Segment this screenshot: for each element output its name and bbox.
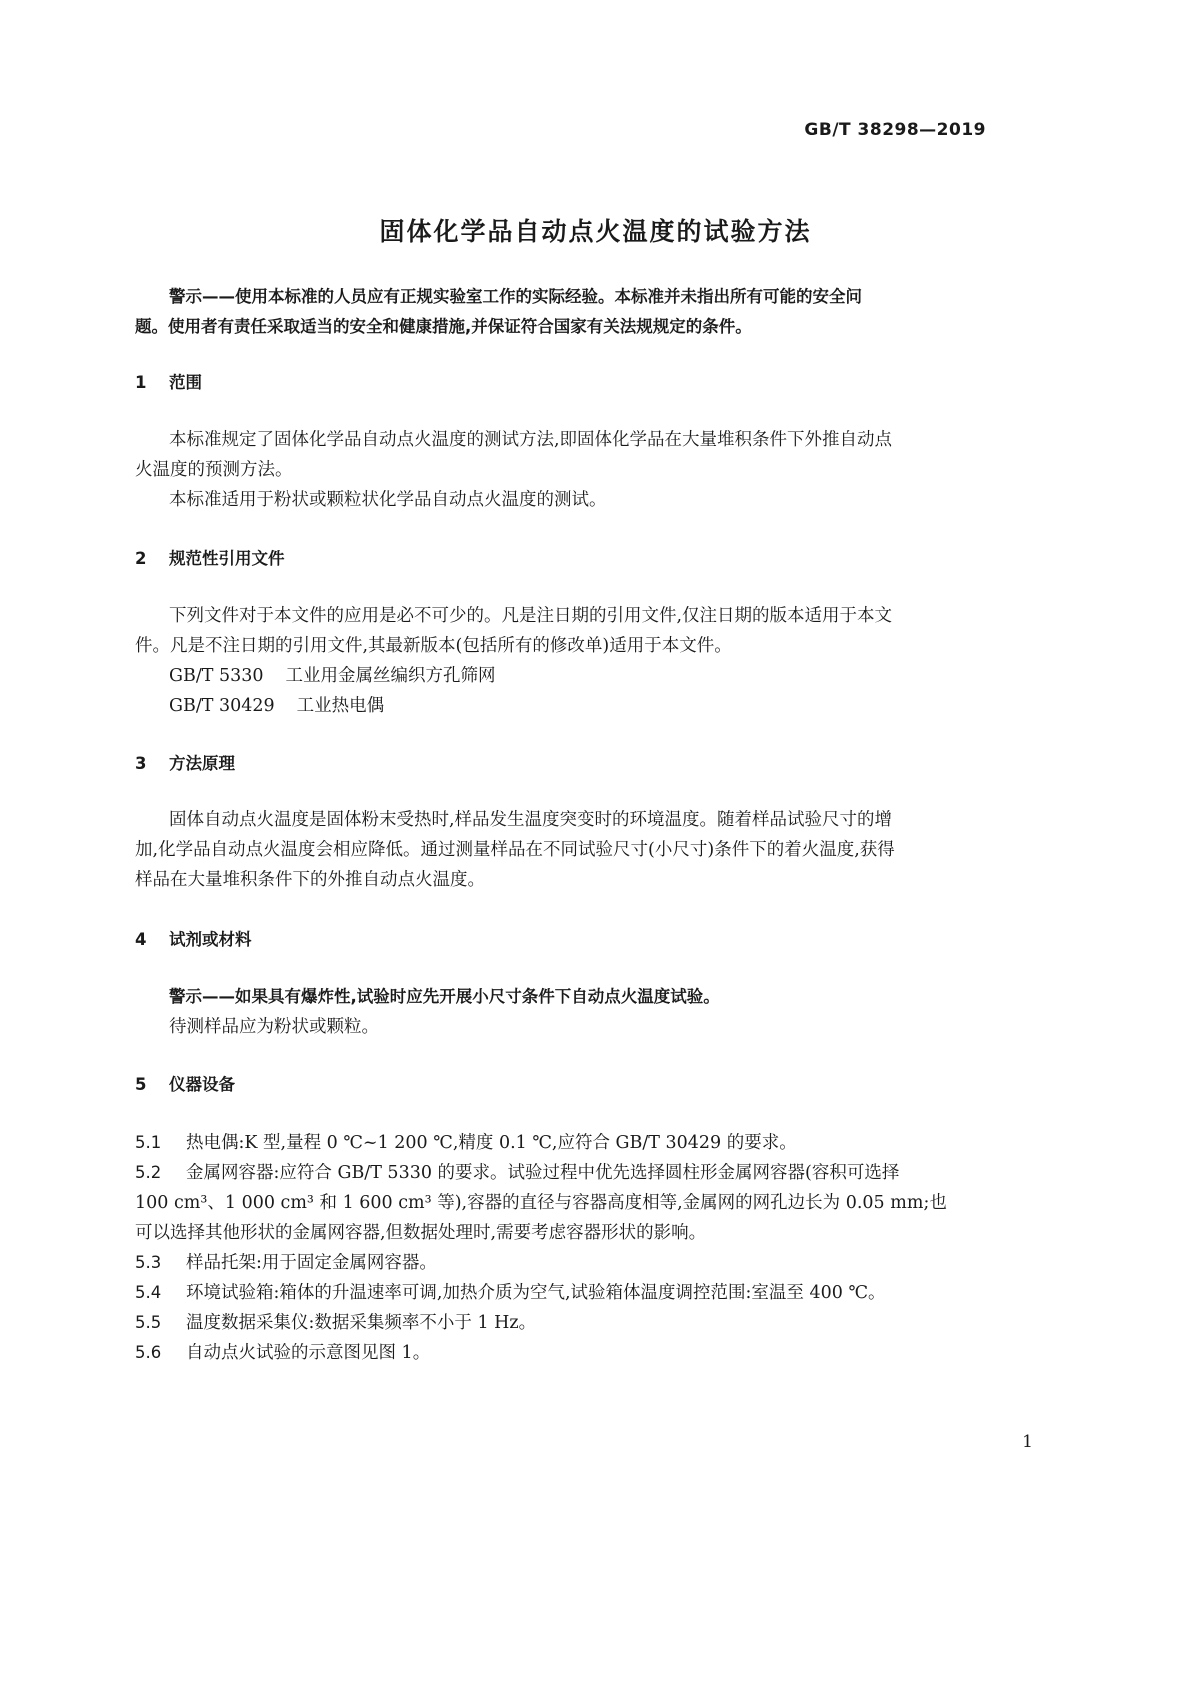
paragraph-line: 样品在大量堆积条件下的外推自动点火温度。 xyxy=(135,870,485,890)
clause-5-1 xyxy=(135,1128,1059,1158)
clause-text: 环境试验箱:箱体的升温速率可调,加热介质为空气,试验箱体温度调控范围:室温至 400 ℃。 xyxy=(186,1283,886,1303)
section-5-body xyxy=(135,1128,1059,1368)
paragraph-line: 件。凡是不注日期的引用文件,其最新版本(包括所有的修改单)适用于本文件。 xyxy=(135,636,732,656)
section-title: 仪器设备 xyxy=(169,1075,235,1094)
section-title: 范围 xyxy=(169,373,202,392)
clause-5-2-line-2: 100 cm³、1 000 cm³ 和 1 600 cm³ 等),容器的直径与容器高度相等,金属网的网孔边长为 0.05 mm;也 xyxy=(135,1193,947,1213)
section-number: 1 xyxy=(135,373,147,392)
warning-line-1: 警示——使用本标准的人员应有正规实验室工作的实际经验。本标准并未指出所有可能的安全问 xyxy=(169,287,862,306)
section-1-heading xyxy=(135,368,1059,398)
section-title: 试剂或材料 xyxy=(169,930,252,949)
clause-number: 5.4 xyxy=(135,1283,162,1302)
clause-text: 金属网容器:应符合 GB/T 5330 的要求。试验过程中优先选择圆柱形金属网容器(容积可选择 xyxy=(186,1163,900,1183)
warning-line: 警示——如果具有爆炸性,试验时应先开展小尺寸条件下自动点火温度试验。 xyxy=(169,987,720,1006)
clause-text: 温度数据采集仪:数据采集频率不小于 1 Hz。 xyxy=(186,1313,537,1333)
warning-line-2: 题。使用者有责任采取适当的安全和健康措施,并保证符合国家有关法规规定的条件。 xyxy=(135,317,752,336)
clause-text: 热电偶:K 型,量程 0 ℃~1 200 ℃,精度 0.1 ℃,应符合 GB/T 30429 的要求。 xyxy=(186,1133,797,1153)
clause-number: 5.3 xyxy=(135,1253,162,1272)
section-2-body xyxy=(135,601,1059,721)
normative-reference xyxy=(135,691,1059,721)
section-5-heading xyxy=(135,1070,1059,1100)
paragraph-line: 加,化学品自动点火温度会相应降低。通过测量样品在不同试验尺寸(小尺寸)条件下的着火温度,获得 xyxy=(135,840,895,860)
clause-5-4 xyxy=(135,1278,1059,1308)
clause-5-2-line-3: 可以选择其他形状的金属网容器,但数据处理时,需要考虑容器形状的影响。 xyxy=(135,1223,707,1243)
paragraph-line: 本标准适用于粉状或颗粒状化学品自动点火温度的测试。 xyxy=(169,490,607,510)
clause-number: 5.5 xyxy=(135,1313,162,1332)
section-4-heading xyxy=(135,925,1059,955)
normative-reference xyxy=(135,661,1059,691)
clause-5-5 xyxy=(135,1308,1059,1338)
section-3-body xyxy=(135,805,1059,895)
paragraph-line: 下列文件对于本文件的应用是必不可少的。凡是注日期的引用文件,仅注日期的版本适用于本文 xyxy=(169,606,893,626)
clause-5-6 xyxy=(135,1338,1059,1368)
section-3-heading xyxy=(135,749,1059,779)
clause-text: 自动点火试验的示意图见图 1。 xyxy=(186,1343,431,1363)
reference-title: 工业热电偶 xyxy=(296,696,385,716)
standard-number: GB/T 38298—2019 xyxy=(804,120,986,140)
section-number: 4 xyxy=(135,930,147,949)
section-number: 3 xyxy=(135,754,147,773)
section-title: 方法原理 xyxy=(169,754,235,773)
clause-5-2 xyxy=(135,1158,1059,1188)
reference-title: 工业用金属丝编织方孔筛网 xyxy=(285,666,496,686)
clause-number: 5.6 xyxy=(135,1343,162,1362)
clause-number: 5.1 xyxy=(135,1133,162,1152)
section-title: 规范性引用文件 xyxy=(169,549,285,568)
reference-code: GB/T 30429 xyxy=(169,696,275,716)
clause-text: 样品托架:用于固定金属网容器。 xyxy=(186,1253,437,1273)
paragraph-line: 火温度的预测方法。 xyxy=(135,460,293,480)
section-number: 2 xyxy=(135,549,147,568)
clause-number: 5.2 xyxy=(135,1163,162,1182)
section-4-body xyxy=(135,982,1059,1042)
section-number: 5 xyxy=(135,1075,147,1094)
section-1-body xyxy=(135,425,1059,515)
paragraph-line: 固体自动点火温度是固体粉末受热时,样品发生温度突变时的环境温度。随着样品试验尺寸的增 xyxy=(169,810,893,830)
reference-code: GB/T 5330 xyxy=(169,666,264,686)
clause-5-3 xyxy=(135,1248,1059,1278)
document-title: 固体化学品自动点火温度的试验方法 xyxy=(379,217,812,246)
section-2-heading xyxy=(135,544,1059,574)
paragraph-line: 本标准规定了固体化学品自动点火温度的测试方法,即固体化学品在大量堆积条件下外推自动点 xyxy=(169,430,893,450)
warning-block xyxy=(135,282,1059,342)
page-number: 1 xyxy=(1022,1432,1033,1452)
paragraph-line: 待测样品应为粉状或颗粒。 xyxy=(169,1017,379,1037)
